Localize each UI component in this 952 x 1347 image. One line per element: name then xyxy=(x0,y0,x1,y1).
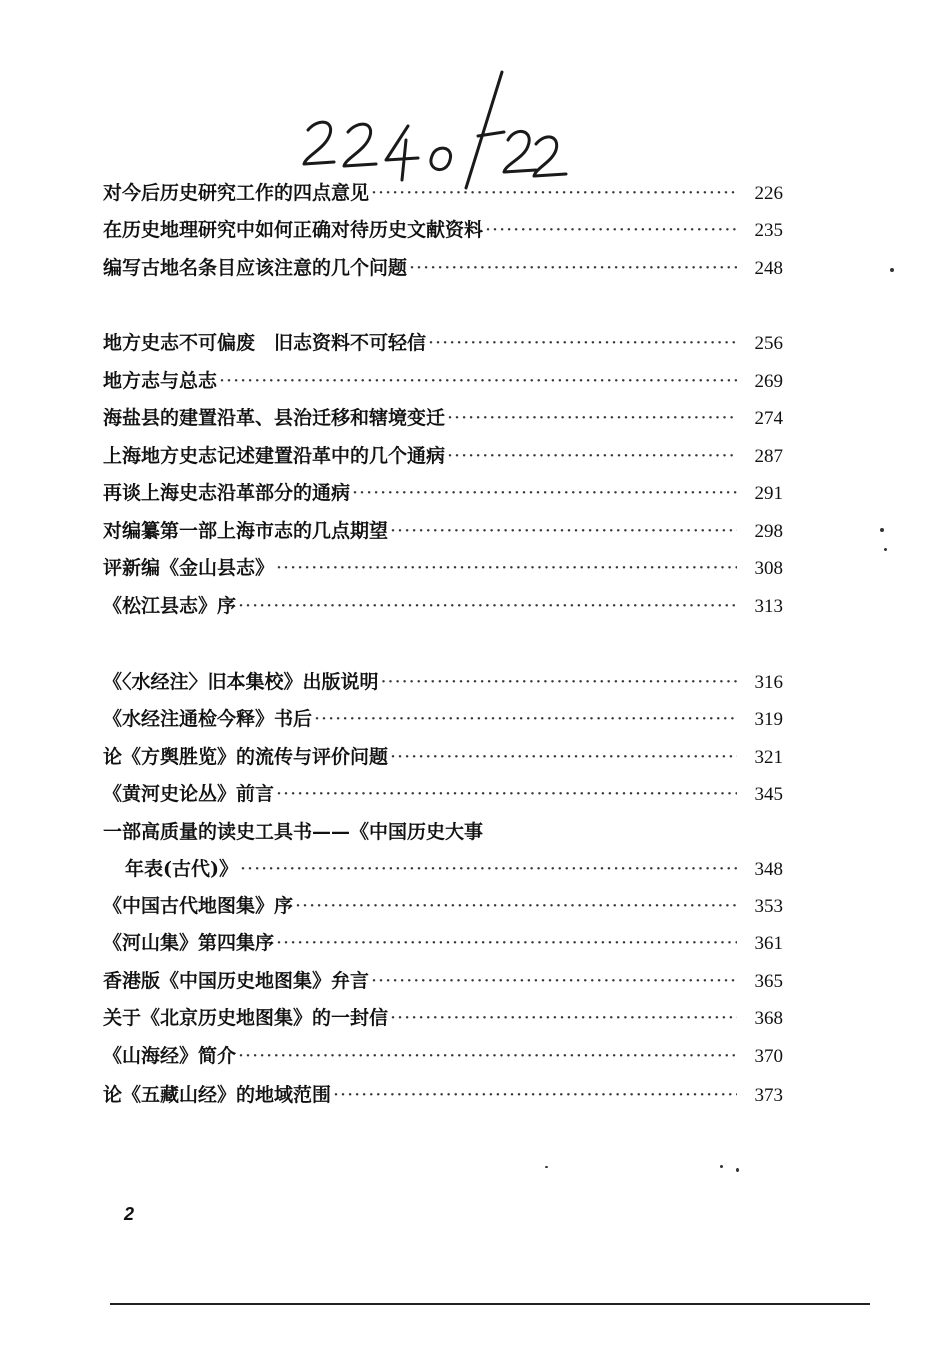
leader-dots xyxy=(276,928,737,958)
leader-dots xyxy=(485,215,737,245)
toc-entry[interactable] xyxy=(103,553,783,583)
toc-entry[interactable] xyxy=(103,403,783,433)
toc-entry-page: 256 xyxy=(754,333,783,354)
leader-dots xyxy=(428,328,737,358)
toc-entry-title: 对今后历史研究工作的四点意见 xyxy=(103,182,370,204)
toc-entry-page: 345 xyxy=(754,784,783,805)
toc-entry-title: 再谈上海史志沿革部分的通病 xyxy=(103,482,351,504)
toc-entry-page: 308 xyxy=(754,558,783,579)
leader-dots xyxy=(238,591,737,621)
scan-speck xyxy=(884,548,887,551)
leader-dots xyxy=(238,1041,737,1071)
leader-dots xyxy=(390,1003,737,1033)
leader-dots xyxy=(409,253,737,283)
toc-entry-page: 368 xyxy=(754,1008,783,1029)
leader-dots xyxy=(276,553,737,583)
toc-entry[interactable] xyxy=(103,516,783,546)
toc-entry[interactable] xyxy=(103,366,783,396)
toc-entry-continuation[interactable] xyxy=(103,854,783,884)
bottom-rule xyxy=(110,1303,870,1305)
toc-entry-title: 上海地方史志记述建置沿革中的几个通病 xyxy=(103,445,446,467)
toc-entry-title: 《黄河史论丛》前言 xyxy=(103,783,275,805)
toc-entry-title: 《山海经》简介 xyxy=(103,1045,237,1067)
toc-entry-page: 373 xyxy=(754,1085,783,1106)
toc-entry[interactable] xyxy=(103,253,783,283)
toc-entry[interactable] xyxy=(103,1080,783,1110)
toc-entry-page: 370 xyxy=(754,1046,783,1067)
leader-dots xyxy=(447,403,737,433)
toc-entry-page: 298 xyxy=(754,521,783,542)
toc-entry-title: 地方史志不可偏废 旧志资料不可轻信 xyxy=(103,332,427,354)
toc-entry-title: 在历史地理研究中如何正确对待历史文献资料 xyxy=(103,219,484,241)
toc-entry[interactable] xyxy=(103,928,783,958)
toc-entry-page: 316 xyxy=(754,672,783,693)
toc-entry[interactable] xyxy=(103,742,783,772)
toc-entry[interactable] xyxy=(103,1041,783,1071)
toc-entry[interactable] xyxy=(103,817,783,847)
toc-entry-page: 248 xyxy=(754,258,783,279)
toc-entry-page: 287 xyxy=(754,446,783,467)
toc-entry-page: 269 xyxy=(754,371,783,392)
toc-entry-page: 313 xyxy=(754,596,783,617)
leader-dots xyxy=(371,966,737,996)
leader-dots xyxy=(219,366,737,396)
toc-entry-title: 一部高质量的读史工具书——《中国历史大事 xyxy=(103,821,484,843)
toc-entry[interactable] xyxy=(103,667,783,697)
leader-dots xyxy=(371,178,737,208)
leader-dots xyxy=(240,854,737,884)
toc-entry-title: 关于《北京历史地图集》的一封信 xyxy=(103,1007,389,1029)
leader-dots xyxy=(381,667,737,697)
leader-dots xyxy=(390,742,737,772)
page-number: 2 xyxy=(124,1204,135,1224)
scan-speck xyxy=(545,1166,548,1168)
toc-entry[interactable] xyxy=(103,1003,783,1033)
toc-entry[interactable] xyxy=(103,591,783,621)
toc-entry-page: 319 xyxy=(754,709,783,730)
toc-entry-page: 353 xyxy=(754,896,783,917)
toc-entry[interactable] xyxy=(103,215,783,245)
toc-entry-title: 香港版《中国历史地图集》弁言 xyxy=(103,970,370,992)
toc-entry-title: 评新编《金山县志》 xyxy=(103,557,275,579)
toc-entry[interactable] xyxy=(103,478,783,508)
toc-entry-page: 235 xyxy=(754,220,783,241)
toc-entry-page: 361 xyxy=(754,933,783,954)
scan-speck xyxy=(890,268,894,272)
toc-entry[interactable] xyxy=(103,779,783,809)
leader-dots xyxy=(352,478,737,508)
toc-entry-page: 274 xyxy=(754,408,783,429)
toc-entry[interactable] xyxy=(103,704,783,734)
toc-entry-title: 编写古地名条目应该注意的几个问题 xyxy=(103,257,408,279)
toc-entry[interactable] xyxy=(103,328,783,358)
toc-entry-title: 地方志与总志 xyxy=(103,370,218,392)
toc-entry[interactable] xyxy=(103,178,783,208)
scan-speck xyxy=(736,1168,739,1172)
toc-entry-title: 《松江县志》序 xyxy=(103,595,237,617)
toc-entry-title: 年表(古代)》 xyxy=(125,858,238,880)
leader-dots xyxy=(447,441,737,471)
toc-entry-title: 《中国古代地图集》序 xyxy=(103,895,294,917)
toc-entry[interactable] xyxy=(103,966,783,996)
toc-entry-title: 《〈水经注〉旧本集校》出版说明 xyxy=(103,671,379,693)
toc-entry-page: 321 xyxy=(754,747,783,768)
toc-entry-title: 论《方舆胜览》的流传与评价问题 xyxy=(103,746,389,768)
scan-speck xyxy=(880,528,884,532)
scan-speck xyxy=(720,1165,723,1168)
leader-dots xyxy=(276,779,737,809)
toc-entry-title: 对编纂第一部上海市志的几点期望 xyxy=(103,520,389,542)
toc-entry-title: 《水经注通检今释》书后 xyxy=(103,708,313,730)
leader-dots xyxy=(333,1080,737,1110)
leader-dots xyxy=(295,891,737,921)
toc-entry-page: 348 xyxy=(754,859,783,880)
toc-entry-title: 海盐县的建置沿革、县治迁移和辖境变迁 xyxy=(103,407,446,429)
toc-entry-page: 365 xyxy=(754,971,783,992)
leader-dots xyxy=(314,704,737,734)
toc-entry-title: 《河山集》第四集序 xyxy=(103,932,275,954)
leader-dots xyxy=(390,516,737,546)
toc-entry-page: 226 xyxy=(754,183,783,204)
toc-entry-title: 论《五藏山经》的地域范围 xyxy=(103,1084,332,1106)
toc-entry-page: 291 xyxy=(754,483,783,504)
toc-entry[interactable] xyxy=(103,891,783,921)
toc-entry[interactable] xyxy=(103,441,783,471)
